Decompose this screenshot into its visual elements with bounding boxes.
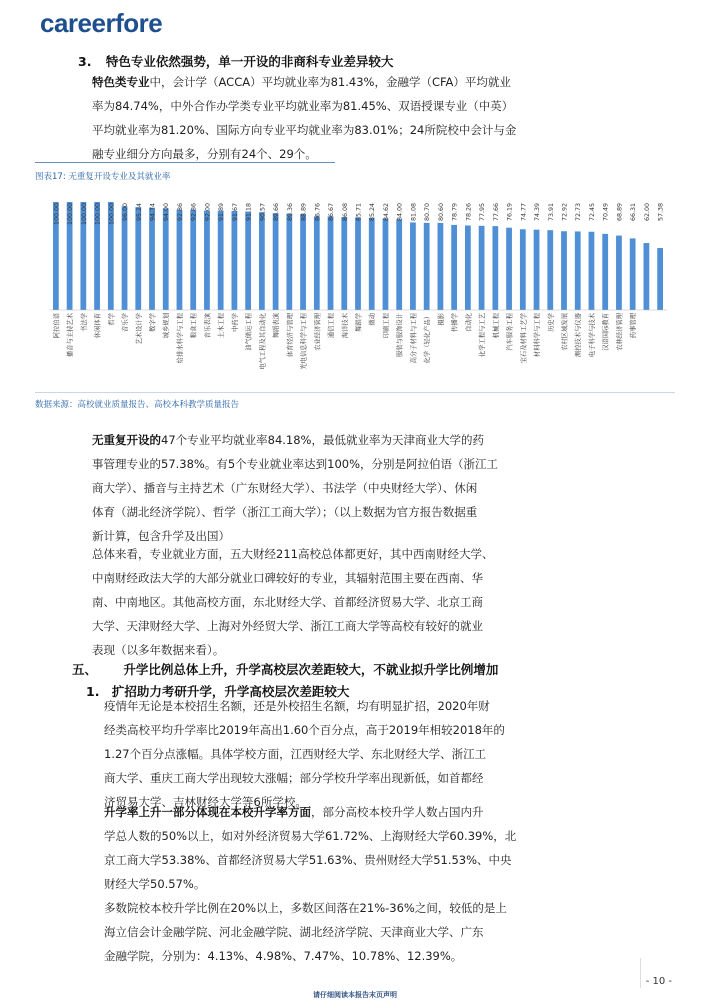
- category-label: 体育经济与管理: [286, 313, 294, 358]
- category-label: 电子科学与技术: [588, 313, 596, 358]
- text-line: 1.27个百分点涨幅。具体学校方面，江西财经大学、东北财经大学、浙江工: [104, 747, 487, 761]
- text-line: 海立信会计金融学院、河北金融学院、湖北经济学院、天津商业大学、广东: [104, 925, 484, 939]
- lead-bold: 特色类专业: [92, 75, 150, 89]
- bar: [451, 225, 457, 310]
- bar: [547, 230, 553, 310]
- bar-value-label: 86.67: [328, 203, 336, 222]
- text-line: 南、中南地区。其他高校方面，东北财经大学、首都经济贸易大学、北京工商: [92, 595, 483, 609]
- paragraph-own-school-ratio: [104, 896, 654, 968]
- category-label: 宝石及材料工艺学: [520, 313, 528, 364]
- bar-value-label: 84.62: [382, 203, 390, 222]
- category-label: 舞蹈表演: [273, 313, 281, 339]
- bar-value-label: 100.00: [80, 203, 88, 226]
- section-5-title: 升学比例总体上升，升学高校层次差距较大，不就业拟升学比例增加: [123, 662, 499, 677]
- paragraph-no-duplicate-majors: [92, 428, 652, 548]
- bar: [273, 213, 279, 310]
- bar-value-label: 92.86: [176, 203, 184, 222]
- bar: [341, 217, 347, 310]
- text-line: 财经大学50.57%。: [104, 877, 206, 891]
- bar-value-label: 91.18: [245, 203, 253, 222]
- bar: [410, 222, 416, 310]
- bar-value-label: 92.00: [204, 203, 212, 222]
- bar-value-label: 77.95: [479, 203, 487, 222]
- bar: [163, 208, 169, 310]
- bar-value-label: 86.08: [341, 203, 349, 222]
- bar: [135, 207, 141, 310]
- section-5-1-number: 1.: [86, 684, 100, 699]
- chart-bottom-rule: [35, 392, 675, 393]
- careerfore-logo: careerfore: [40, 8, 163, 38]
- bar: [190, 210, 196, 310]
- text-line: 表现（以多年数据来看）。: [92, 643, 225, 657]
- category-label: 汽车服务工程: [506, 313, 514, 351]
- text-line: 总体来看，专业就业方面，五大财经211高校总体都更好，其中西南财经大学、: [92, 547, 494, 561]
- bar-value-label: 89.36: [286, 203, 294, 222]
- bar-value-label: 72.45: [588, 203, 596, 222]
- bar-value-label: 74.39: [534, 203, 542, 222]
- bar-value-label: 89.66: [273, 203, 281, 222]
- bar-value-label: 62.00: [643, 203, 651, 222]
- chart-top-rule: [35, 162, 335, 163]
- bar-value-label: 76.19: [506, 203, 514, 222]
- text-line: 事管理专业的57.38%。有5个专业就业率达到100%，分别是阿拉伯语（浙江工: [92, 457, 499, 471]
- bar: [218, 211, 224, 310]
- bar-value-label: 100.00: [67, 203, 75, 226]
- text-line: 特色类专业中，会计学（ACCA）平均就业率为81.43%，金融学（CFA）平均就业: [92, 75, 511, 89]
- category-label: 微动: [369, 313, 377, 326]
- bar-value-label: 100.00: [53, 203, 61, 226]
- bar-value-label: 85.71: [355, 203, 363, 222]
- category-label: 摄影: [437, 313, 445, 326]
- bar-value-label: 77.66: [492, 203, 500, 222]
- category-label: 自动化: [465, 313, 473, 332]
- bar-value-label: 73.91: [547, 203, 555, 222]
- category-label: 农林经济管理: [616, 313, 624, 351]
- bar: [479, 226, 485, 310]
- bar: [355, 217, 361, 310]
- text-line: 商大学、重庆工商大学出现较大涨幅；部分学校升学率出现新低，如首都经: [104, 771, 484, 785]
- section-5-1-body: [104, 694, 654, 814]
- bar: [383, 219, 389, 310]
- bar-value-label: 91.89: [218, 203, 226, 222]
- bar-value-label: 86.76: [314, 203, 322, 222]
- bar-value-label: 91.67: [231, 203, 239, 222]
- page-number: - 10 -: [645, 976, 672, 987]
- bar: [630, 238, 636, 310]
- category-label: 化学（轻化产品）: [424, 313, 432, 364]
- category-label: 舞蹈学: [355, 313, 363, 332]
- bar: [286, 213, 292, 310]
- text-line: 济贸易大学、吉林财经大学等6所学校。: [104, 795, 307, 809]
- bar-value-label: 70.49: [602, 203, 610, 222]
- category-label: 测控技术与仪器: [575, 313, 583, 358]
- category-label: 电气工程及其自动化: [259, 313, 267, 370]
- bar: [534, 230, 540, 310]
- bar: [314, 216, 320, 310]
- bar: [589, 232, 595, 310]
- text-line: 中南财经政法大学的大部分就业口碑较好的专业，其辐射范围主要在西南、华: [92, 571, 483, 585]
- text-line: 无重复开设的47个专业平均就业率84.18%，最低就业率为天津商业大学的药: [92, 433, 484, 447]
- bar: [369, 218, 375, 310]
- bar: [259, 212, 265, 310]
- chart-caption: 图表17: 无重复开设专业及其就业率: [35, 172, 171, 182]
- bar: [438, 223, 444, 310]
- footer-rule: [640, 958, 641, 988]
- bar-value-label: 66.31: [630, 203, 638, 222]
- bar-value-label: 78.79: [451, 203, 459, 222]
- category-label: 音乐表演: [204, 313, 212, 339]
- bar-value-label: 57.38: [657, 203, 665, 222]
- text-line: 疫情年无论是本校招生名额，还是外校招生名额，均有明显扩招，2020年财: [104, 699, 490, 713]
- bar-value-label: 85.24: [369, 203, 377, 222]
- lead-bold: 无重复开设的: [92, 433, 161, 447]
- category-label: 休闲体育: [94, 313, 102, 339]
- text-line: 体育（湖北经济学院）、哲学（浙江工商大学）；（以上数据为官方报告数据重: [92, 505, 478, 519]
- data-source: 数据来源：高校就业质量报告、高校本科教学质量报告: [35, 400, 240, 410]
- category-label: 播音与主持艺术: [67, 313, 75, 358]
- bar: [424, 223, 430, 310]
- lead-bold: 升学率上升一部分体现在本校升学率方面: [104, 805, 311, 819]
- category-label: 数字学: [149, 313, 157, 332]
- section-5-number: 五、: [72, 662, 98, 677]
- category-label: 艺术设计学: [135, 313, 143, 345]
- bar-chart: [35, 186, 675, 394]
- bar: [204, 211, 210, 310]
- bar-value-label: 90.57: [259, 203, 267, 222]
- category-label: 农村区域发展: [561, 313, 569, 351]
- category-label: 历史学: [547, 313, 555, 332]
- bar: [328, 216, 334, 310]
- bar-value-label: 68.89: [616, 203, 624, 222]
- bar: [520, 229, 526, 310]
- section-3-body: [92, 70, 652, 166]
- bar-value-label: 81.08: [410, 203, 418, 222]
- bar-chart-svg: [35, 186, 675, 394]
- text-line: 新计算，包含升学及出国）: [92, 529, 230, 543]
- bar-value-label: 95.24: [135, 203, 143, 222]
- bar: [300, 214, 306, 310]
- bar: [616, 236, 622, 310]
- bar: [232, 211, 238, 310]
- category-label: 哲学: [108, 313, 116, 326]
- text-line: 学总人数的50%以上，如对外经济贸易大学61.72%、上海财经大学60.39%，北: [104, 829, 517, 843]
- section-3-title: 特色专业依然强势，单一开设的非商科专业差异较大: [105, 54, 394, 69]
- category-label: 光电信息科学与工程: [300, 313, 308, 370]
- bar: [177, 210, 183, 310]
- category-label: 机械工程: [492, 313, 500, 339]
- bar-value-label: 100.00: [108, 203, 116, 226]
- footer-disclaimer: 请仔细阅读本报告末页声明: [313, 991, 397, 999]
- bar: [465, 225, 471, 310]
- text-line: 多数院校本校升学比例在20%以上，多数区间落在21%-36%之间，较低的是上: [104, 901, 507, 915]
- bar-value-label: 80.60: [437, 203, 445, 222]
- category-label: 材料科学与工程: [534, 313, 542, 358]
- text-line: 京工商大学53.38%、首都经济贸易大学51.63%、贵州财经大学51.53%、中央: [104, 853, 512, 867]
- category-label: 粮食工程: [190, 313, 198, 339]
- category-label: 服装与服饰设计: [396, 313, 404, 358]
- category-label: 中药学: [231, 313, 239, 332]
- category-label: 传播学: [451, 313, 459, 332]
- category-label: 阿拉伯语: [53, 313, 61, 339]
- bar-value-label: 78.26: [465, 203, 473, 222]
- bar: [506, 228, 512, 310]
- text-line: 金融学院，分别为：4.13%、4.98%、7.47%、10.78%、12.39%。: [104, 949, 463, 963]
- bar-value-label: 88.89: [300, 203, 308, 222]
- category-label: 药事管理: [630, 313, 638, 339]
- bar-value-label: 96.00: [122, 203, 130, 222]
- category-label: 城乡规划: [163, 313, 171, 339]
- bar: [149, 208, 155, 310]
- category-label: 高分子材料与工程: [410, 313, 418, 364]
- bar: [396, 219, 402, 310]
- category-label: 化学工程与工艺: [479, 313, 487, 358]
- text-line: 率为84.74%，中外合作办学类专业平均就业率为81.45%、双语授课专业（中英）: [92, 99, 514, 113]
- category-label: 土木工程: [218, 313, 226, 339]
- category-label: 海洋技术: [341, 313, 349, 339]
- bar: [602, 234, 608, 310]
- section-5-1-title: 扩招助力考研升学，升学高校层次差距较大: [111, 684, 350, 699]
- bar: [644, 243, 650, 310]
- category-label: 农业经济管理: [314, 313, 322, 351]
- category-label: 书法学: [80, 313, 88, 332]
- bar: [575, 231, 581, 310]
- section-3-number: 3.: [78, 54, 92, 69]
- text-line: 升学率上升一部分体现在本校升学率方面，部分高校本校升学人数占国内升: [104, 805, 484, 819]
- bar-value-label: 84.00: [396, 203, 404, 222]
- bar-value-label: 80.70: [424, 203, 432, 222]
- text-line: 平均就业率为81.20%、国际方向专业平均就业率为83.01%；24所院校中会计与金: [92, 123, 517, 137]
- category-label: 通信工程: [328, 313, 336, 339]
- bar-value-label: 94.74: [149, 203, 157, 222]
- text-line: 融专业细分方向最多，分别有24个、29个。: [92, 147, 317, 161]
- bar: [492, 226, 498, 310]
- paragraph-own-school-rate: [104, 800, 654, 896]
- category-label: 印刷工程: [382, 313, 390, 339]
- bar: [657, 248, 663, 310]
- category-label: 油气储运工程: [245, 313, 253, 351]
- bar-value-label: 74.77: [520, 203, 528, 222]
- bar-value-label: 72.92: [561, 203, 569, 222]
- bar-value-label: 72.73: [575, 203, 583, 222]
- text-line: 大学、天津财经大学、上海对外经贸大学、浙江工商大学等高校有较好的就业: [92, 619, 483, 633]
- bar-value-label: 94.00: [163, 203, 171, 222]
- bar: [245, 212, 251, 310]
- category-label: 汉语国际教育: [602, 313, 610, 351]
- text-line: 商大学）、播音与主持艺术（广东财经大学）、书法学（中央财经大学）、休闲: [92, 481, 478, 495]
- category-label: 给排水科学与工程: [176, 313, 184, 364]
- bar-value-label: 92.86: [190, 203, 198, 222]
- bar: [561, 231, 567, 310]
- section-3-heading: [78, 52, 393, 70]
- text-line: 经类高校平均升学率比2019年高出1.60个百分点，高于2019年相较2018年的: [104, 723, 505, 737]
- bar-value-label: 100.00: [94, 203, 102, 226]
- category-label: 音乐学: [122, 313, 130, 332]
- paragraph-overall: [92, 542, 652, 662]
- section-5-heading: [72, 660, 498, 678]
